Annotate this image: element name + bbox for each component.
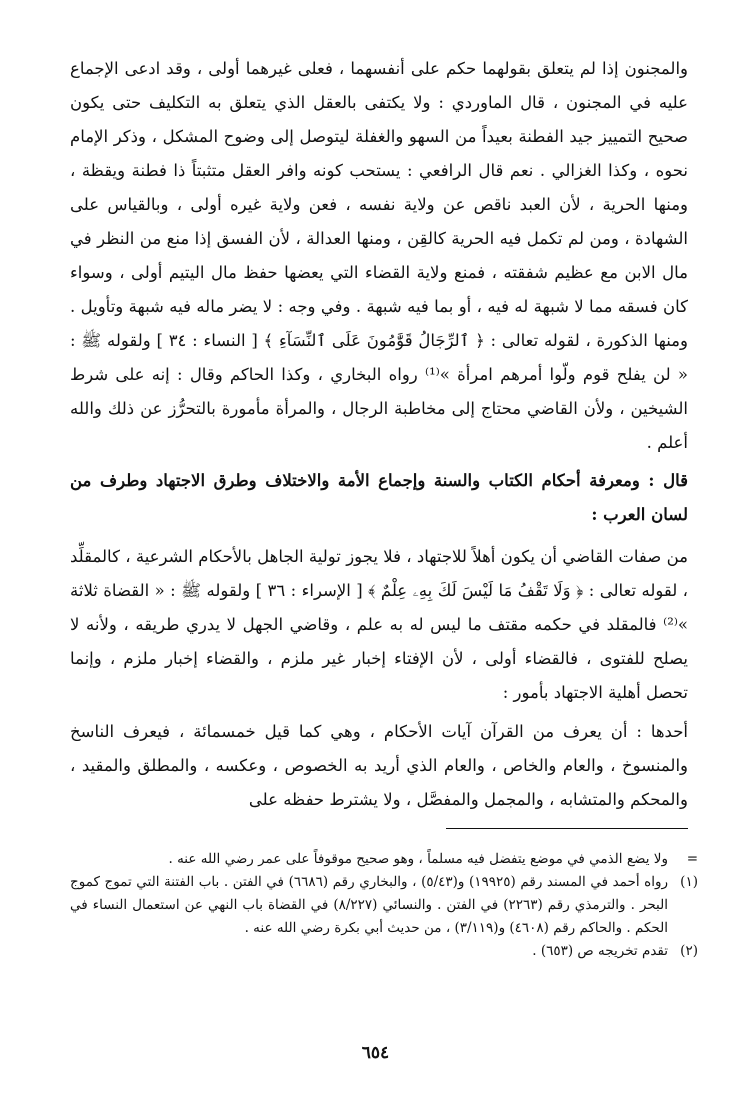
paragraph: والمجنون إذا لم يتعلق بقولهما حكم على أنفسهما ، فعلى غيرهما أولى ، وقد ادعى الإجماع عليه في المجنون ، قال الماوردي : ولا يكتفى بالعقل الذي يتعلق به التكليف حتى يكون صحيح التمييز جيد الفطنة بعيداً من السهو والغفلة ليتوصل إلى وضوح المشكل ، وذكر الإمام نحوه ، وكذا الغزالي . نعم قال الرافعي : يستحب كونه وافر العقل متثبتاً ذا فطنة ويقظة ، ومنها الحرية ، لأن العبد ناقص عن ولاية نفسه ، فعن ولاية غيره أولى ، وبالقياس على الشهادة ، ومن لم تكمل فيه الحرية كالقِن ، ومنها العدالة ، لأن الفسق إذا منع من النظر في مال الابن مع عظيم شفقته ، فمنع ولاية القضاء التي يعضها حفظ مال اليتيم أولى ، وسواء كان فسقه مما لا شبهة له فيه ، أو بما فيه شبهة . وفي وجه : لا يضر ماله فيه شبهة وتأويل . ومنها الذكورة ، لقوله تعالى : ﴿ ٱلرِّجَالُ قَوَّٰمُونَ عَلَى ٱلنِّسَآءِ ﴾ [ النساء : ٣٤ ] ولقوله ﷺ : « لن يفلح قوم ولّوا أمرهم امرأة »⁽¹⁾ رواه البخاري ، وكذا الحاكم وقال : إنه على شرط الشيخين ، ولأن القاضي محتاج إلى مخاطبة الرجال ، والمرأة مأمورة بالتحرُّز عن ذلك والله أعلم . — [70, 59, 688, 452]
footnote-continuation — [70, 848, 698, 871]
paragraph: من صفات القاضي أن يكون أهلاً للاجتهاد ، فلا يجوز تولية الجاهل بالأحكام الشرعية ، كالمقلِّد ، لقوله تعالى : ﴿ وَلَا تَقْفُ مَا لَيْسَ لَكَ بِهِۦ عِلْمٌ ﴾ [ الإسراء : ٣٦ ] ولقوله ﷺ : « القضاة ثلاثة »⁽²⁾ فالمقلد في حكمه مقتف ما ليس له به علم ، وقاضي الجهل لا يدري طريقه ، ولأنه لا يصلح للفتوى ، فالقضاء أولى ، لأن الإفتاء إخبار غير ملزم ، والقضاء إخبار ملزم ، وإنما تحصل أهلية الاجتهاد بأمور : — [70, 547, 688, 702]
main-text-paragraph-3 — [70, 715, 688, 817]
footnote-1 — [70, 871, 698, 940]
footnote-text: ولا يضع الذمي في موضع يتفضل فيه مسلماً ، وهو صحيح موقوفاً على عمر رضي الله عنه . — [168, 851, 668, 867]
heading-text: قال : ومعرفة أحكام الكتاب والسنة وإجماع الأمة والاختلاف وطرق الاجتهاد وطرف من لسان العرب : — [70, 471, 688, 524]
main-text-paragraph-2 — [70, 540, 688, 710]
footnote-mark: (٢) — [680, 943, 698, 959]
main-text-paragraph-1 — [70, 52, 688, 460]
footnote-mark: = — [686, 851, 698, 867]
footnote-text: رواه أحمد في المسند رقم (١٩٩٢٥) و(٥/٤٣) ، والبخاري رقم (٦٦٨٦) في الفتن . باب الفتنة التي تموج كموج البحر . والترمذي رقم (٢٢٦٣) في الفتن . والنسائي (٨/٢٢٧) في القضاة باب النهي عن استعمال النساء في الحكم . والحاكم رقم (٤٦٠٨) و(٣/١١٩) ، من حديث أبي بكرة رضي الله عنه . — [70, 874, 669, 936]
page-number: ٦٥٤ — [361, 1043, 390, 1063]
section-heading — [70, 464, 688, 532]
footnote-mark: (١) — [680, 874, 698, 890]
paragraph: أحدها : أن يعرف من القرآن آيات الأحكام ، وهي كما قيل خمسمائة ، فيعرف الناسخ والمنسوخ ، والعام والخاص ، والعام الذي أريد به الخصوص ، وعكسه ، والمطلق والمقيد ، والمحكم والمتشابه ، والمجمل والمفصَّل ، ولا يشترط حفظه على — [70, 722, 688, 809]
footnote-2 — [70, 940, 698, 963]
footnotes — [70, 848, 698, 963]
footnote-separator — [446, 828, 688, 829]
footnote-text: تقدم تخريجه ص (٦٥٣) . — [532, 943, 668, 959]
